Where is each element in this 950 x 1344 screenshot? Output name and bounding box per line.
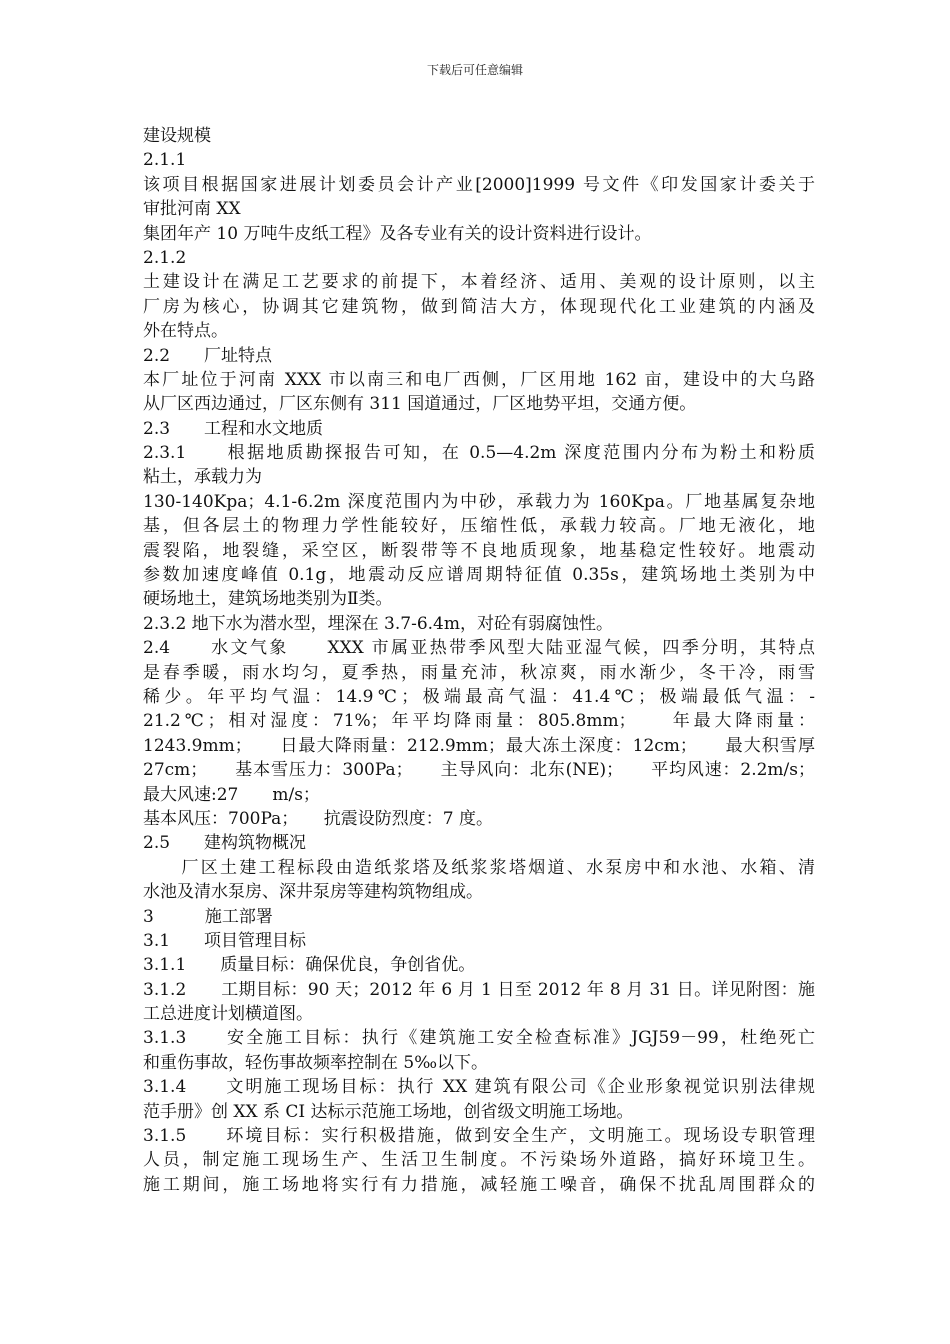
text-line: 稀少。年平均气温：14.9℃；极端最高气温：41.4℃；极端最低气温：-	[143, 686, 815, 707]
text-line: 3.1.2 工期目标：90 天；2012 年 6 月 1 日至 2012 年 8 月 31 日。详见附图：施	[143, 979, 815, 1000]
text-line: 水池及清水泵房、深井泵房等建构筑物组成。	[143, 882, 483, 903]
document-body	[143, 124, 815, 1197]
text-line: 工总进度计划横道图。	[143, 1004, 313, 1025]
text-line: 震裂陷，地裂缝，采空区，断裂带等不良地质现象，地基稳定性较好。地震动	[143, 540, 815, 561]
text-line: 土建设计在满足工艺要求的前提下，本着经济、适用、美观的设计原则，以主	[143, 272, 815, 293]
text-line: 是春季暖，雨水均匀，夏季热，雨量充沛，秋凉爽，雨水渐少，冬干冷，雨雪	[143, 662, 815, 683]
text-line: 2.4 水文气象 XXX 市属亚热带季风型大陆亚湿气候，四季分明，其特点	[143, 638, 815, 659]
text-line: 厂房为核心，协调其它建筑物，做到简洁大方，体现现代化工业建筑的内涵及	[143, 296, 815, 317]
text-line: 2.3 工程和水文地质	[143, 418, 324, 439]
text-line: 130-140Kpa；4.1-6.2m 深度范围内为中砂，承载力为 160Kpa。厂地基属复杂地	[143, 491, 815, 512]
text-line: 基本风压：700Pa； 抗震设防烈度：7 度。	[143, 808, 493, 829]
text-line: 3.1.5 环境目标：实行积极措施，做到安全生产，文明施工。现场设专职管理	[143, 1126, 815, 1147]
text-line: 粘土，承载力为	[143, 467, 262, 488]
text-line: 27cm； 基本雪压力：300Pa； 主导风向：北东(NE)； 平均风速：2.2m/s；	[143, 760, 815, 781]
text-line: 21.2℃；相对湿度：71%；年平均降雨量：805.8mm； 年最大降雨量：	[143, 711, 815, 732]
text-line: 本厂址位于河南 XXX 市以南三和电厂西侧，厂区用地 162 亩，建设中的大乌路	[143, 369, 815, 390]
text-line: 和重伤事故，轻伤事故频率控制在 5‰以下。	[143, 1052, 489, 1073]
text-line: 3 施工部署	[143, 906, 273, 927]
text-line: 从厂区西边通过，厂区东侧有 311 国道通过，厂区地势平坦，交通方便。	[143, 394, 697, 415]
text-line: 范手册》创 XX 系 CI 达标示范施工场地，创省级文明施工场地。	[143, 1101, 634, 1122]
text-line: 厂区土建工程标段由造纸浆塔及纸浆浆塔烟道、水泵房中和水池、水箱、清	[143, 857, 815, 878]
text-line: 基，但各层土的物理力学性能较好，压缩性低，承载力较高。厂地无液化，地	[143, 516, 815, 537]
text-line: 3.1.4 文明施工现场目标：执行 XX 建筑有限公司《企业形象视觉识别法律规	[143, 1077, 815, 1098]
text-line: 该项目根据国家进展计划委员会计产业[2000]1999 号文件《印发国家计委关于	[143, 174, 815, 195]
text-line: 建设规模	[143, 126, 211, 146]
text-line: 人员，制定施工现场生产、生活卫生制度。不污染场外道路，搞好环境卫生。	[143, 1150, 815, 1171]
text-line: 集团年产 10 万吨牛皮纸工程》及各专业有关的设计资料进行设计。	[143, 223, 652, 244]
text-line: 施工期间，施工场地将实行有力措施，减轻施工噪音，确保不扰乱周围群众的	[143, 1174, 815, 1195]
text-line: 2.1.2	[143, 247, 187, 268]
text-line: 审批河南 XX	[143, 199, 241, 220]
page-header: 下载后可任意编辑	[426, 63, 523, 77]
text-line: 2.3.2 地下水为潜水型，埋深在 3.7-6.4m，对砼有弱腐蚀性。	[143, 613, 613, 634]
text-line: 外在特点。	[143, 321, 228, 342]
text-line: 1243.9mm； 日最大降雨量：212.9mm；最大冻土深度：12cm； 最大积雪厚	[143, 735, 815, 756]
text-line: 3.1.3 安全施工目标：执行《建筑施工安全检查标准》JGJ59－99，杜绝死亡	[143, 1028, 815, 1049]
text-line: 2.2 厂址特点	[143, 345, 273, 366]
text-line: 3.1.1 质量目标：确保优良，争创省优。	[143, 955, 476, 976]
text-line: 2.5 建构筑物概况	[143, 833, 307, 854]
text-line: 参数加速度峰值 0.1g，地震动反应谱周期特征值 0.35s，建筑场地土类别为中	[143, 565, 815, 586]
text-line: 硬场地土，建筑场地类别为Ⅱ类。	[143, 589, 393, 610]
text-line: 2.3.1 根据地质勘探报告可知，在 0.5—4.2m 深度范围内分布为粉土和粉质	[143, 443, 815, 464]
text-line: 2.1.1	[143, 150, 187, 171]
text-line: 3.1 项目管理目标	[143, 930, 307, 951]
text-line: 最大风速:27 m/s；	[143, 784, 320, 805]
